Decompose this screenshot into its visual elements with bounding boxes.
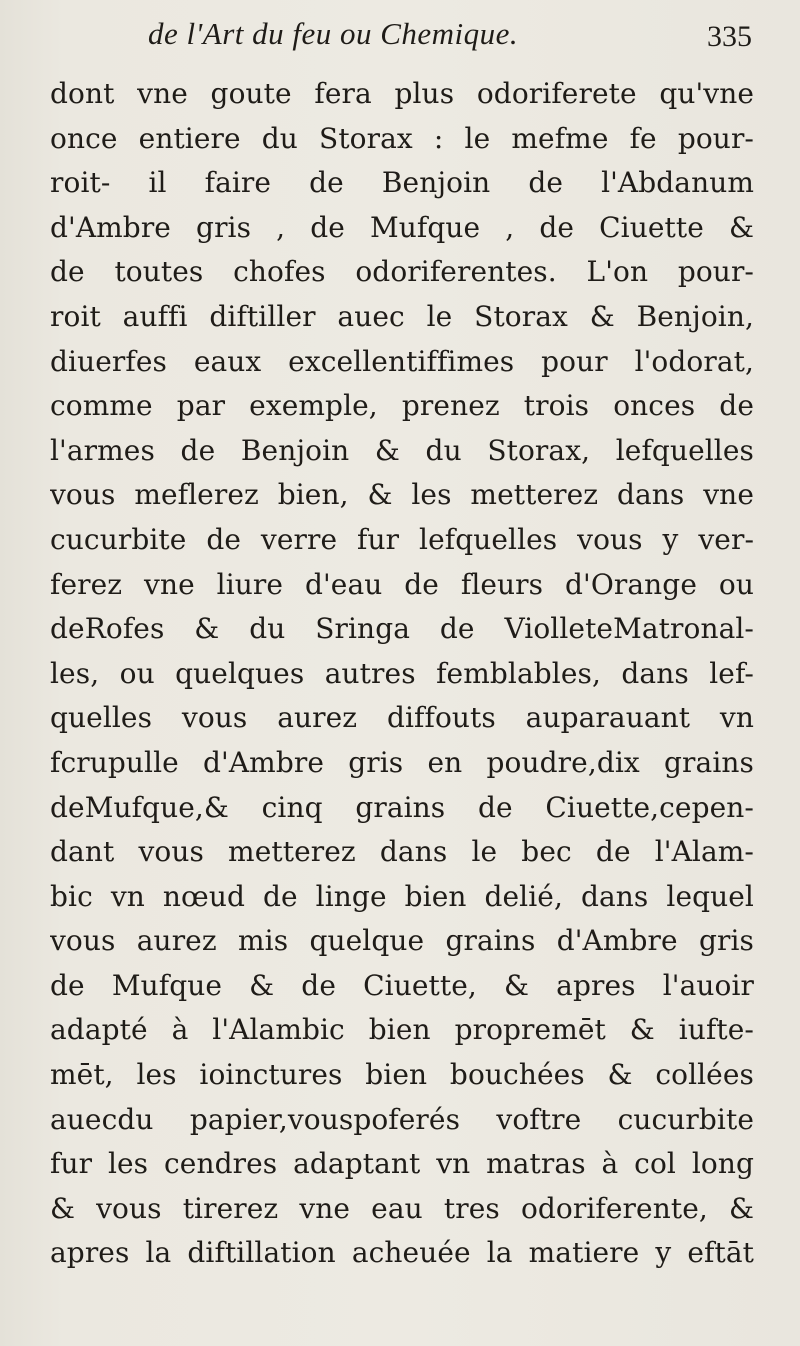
running-head [0, 10, 800, 66]
text-line: quelles vous aurez diffouts auparauant vn [50, 701, 754, 735]
text-line: vous meflerez bien, & les metterez dans vne [50, 478, 754, 512]
text-line: dont vne goute fera plus odoriferete qu'vne [50, 77, 754, 110]
page-number: 335 [707, 20, 752, 53]
text-line: auecdu papier,vouspoferés voftre cucurbite [50, 1102, 754, 1136]
text-line: vous aurez mis quelque grains d'Ambre gris [50, 924, 754, 958]
text-line: fcrupulle d'Ambre gris en poudre,dix grains [50, 745, 754, 779]
text-line: les, ou quelques autres femblables, dans lef- [50, 656, 754, 690]
text-line: d'Ambre gris , de Mufque , de Ciuette & [50, 210, 754, 244]
text-line: roit auffi diftiller auec le Storax & Benjoin, [50, 299, 754, 333]
text-line: dant vous metterez dans le bec de l'Alam- [50, 835, 754, 869]
text-line: ferez vne liure d'eau de fleurs d'Orange ou [50, 567, 754, 601]
text-line: roit- il faire de Benjoin de l'Abdanum [50, 166, 754, 200]
text-line: comme par exemple, prenez trois onces de [50, 389, 754, 423]
text-line: cucurbite de verre fur lefquelles vous y ver- [50, 522, 754, 556]
text-line: de Mufque & de Ciuette, & apres l'auoir [50, 968, 754, 1002]
text-line: apres la diftillation acheuée la matiere y eftāt [50, 1236, 754, 1270]
text-line: adapté à l'Alambic bien propremēt & iufte- [50, 1013, 754, 1047]
text-line: l'armes de Benjoin & du Storax, lefquelles [50, 433, 754, 467]
running-head-title: de l'Art du feu ou Chemique. [148, 16, 519, 51]
text-line: & vous tirerez vne eau tres odoriferente, & [50, 1191, 754, 1225]
text-line: once entiere du Storax : le mefme fe pour- [50, 121, 754, 155]
text-line: deRofes & du Sringa de ViolleteMatronal- [50, 612, 754, 646]
body-text [50, 72, 754, 1276]
text-line: de toutes chofes odoriferentes. L'on pour- [50, 255, 754, 289]
text-line: diuerfes eaux excellentiffimes pour l'odorat, [50, 344, 754, 378]
text-line: fur les cendres adaptant vn matras à col long [50, 1147, 754, 1181]
text-line: mēt, les ioinctures bien bouchées & collées [50, 1058, 754, 1092]
text-line: bic vn nœud de linge bien delié, dans lequel [50, 879, 754, 913]
text-line: deMufque,& cinq grains de Ciuette,cepen- [50, 790, 754, 824]
